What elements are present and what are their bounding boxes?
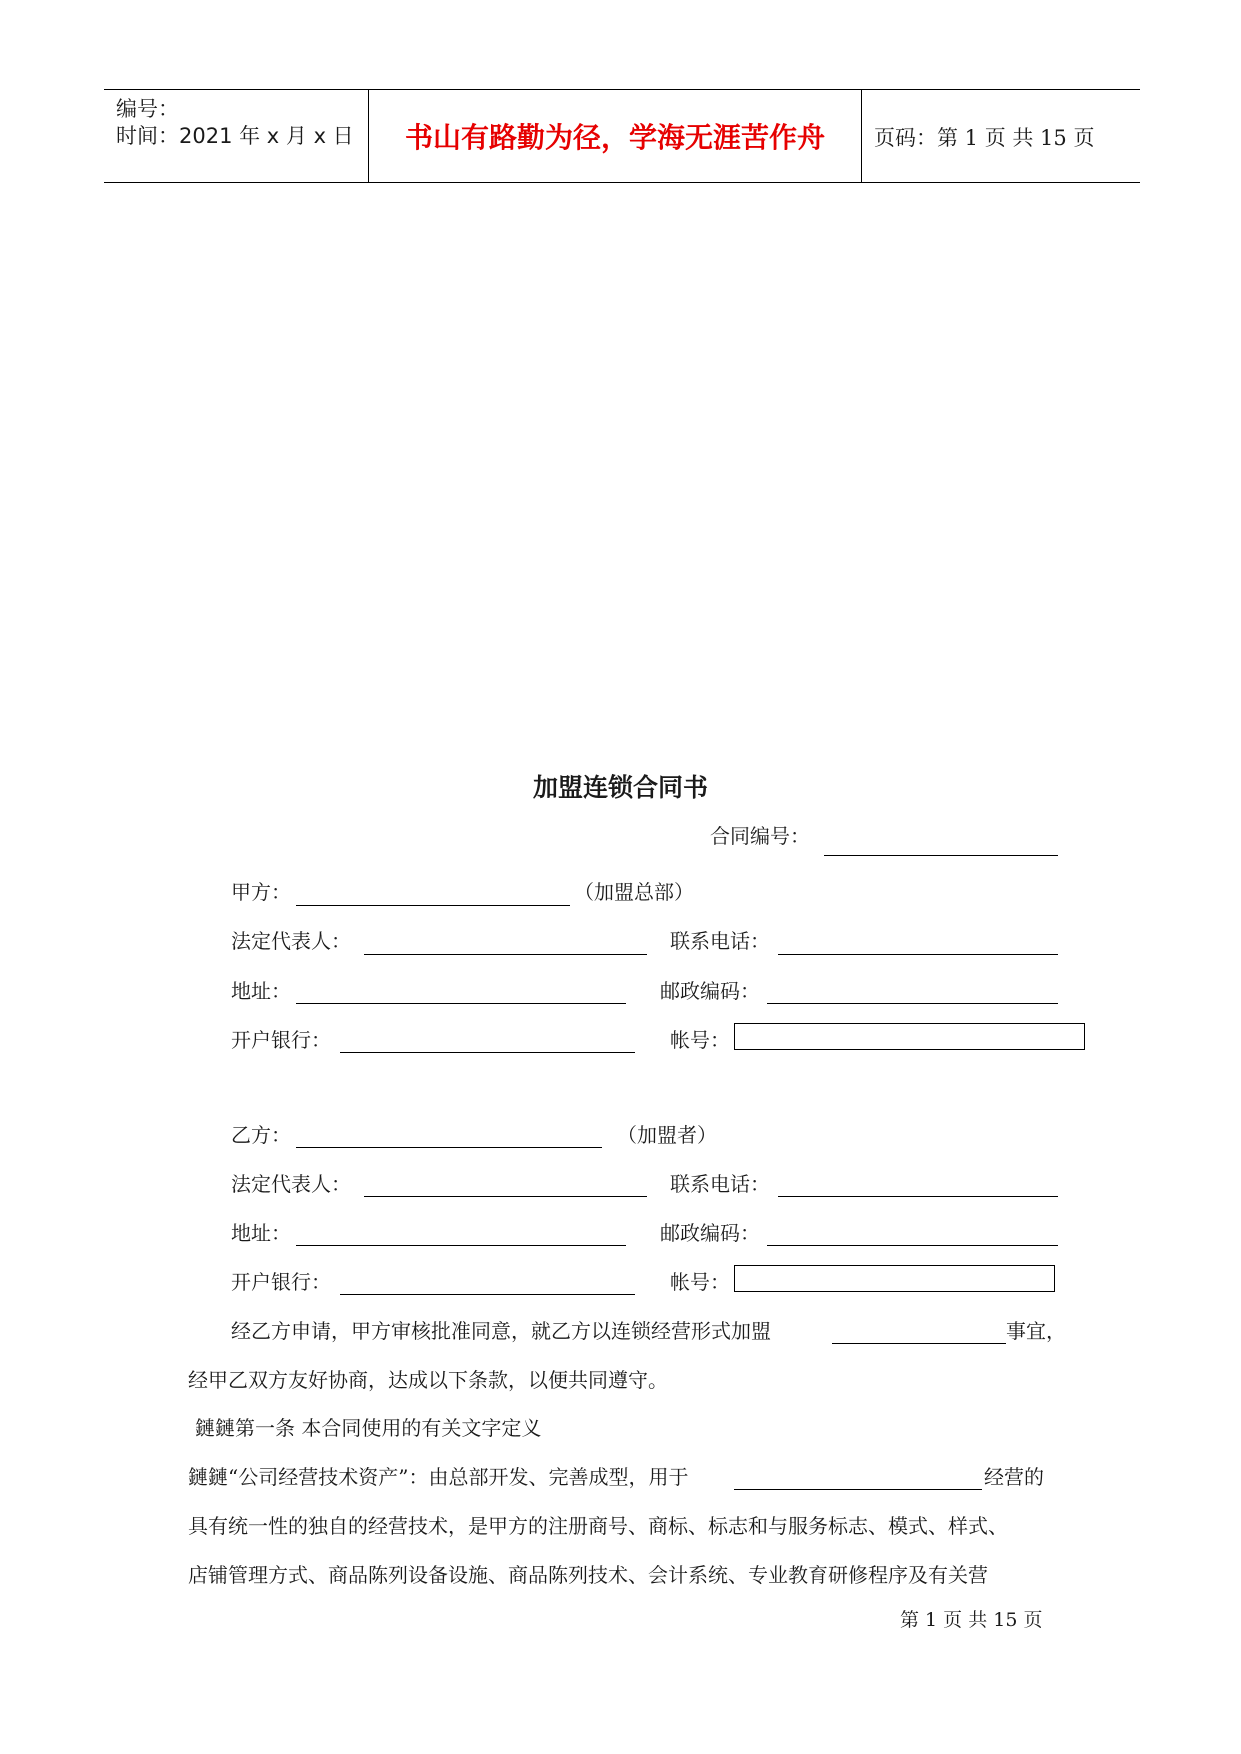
article-1-heading: 鏈鏈第一条 本合同使用的有关文字定义 [195, 1416, 542, 1440]
party-a-phone-field[interactable] [778, 932, 1058, 955]
party-a-postcode-field[interactable] [767, 981, 1058, 1004]
party-b-account-label: 帐号： [670, 1270, 730, 1294]
definition-part1: 鏈鏈“公司经营技术资产”：由总部开发、完善成型，用于 [188, 1465, 689, 1489]
party-a-rep-label: 法定代表人： [231, 929, 351, 953]
party-b-address-field[interactable] [296, 1223, 626, 1246]
party-a-bank-label: 开户银行： [231, 1028, 331, 1052]
party-b-account-field[interactable] [734, 1265, 1055, 1292]
definition-line2: 具有统一性的独自的经营技术，是甲方的注册商号、商标、标志和与服务标志、模式、样式、 [188, 1514, 1008, 1538]
page-footer: 第 1 页 共 15 页 [900, 1609, 1043, 1631]
party-b-bank-label: 开户银行： [231, 1270, 331, 1294]
party-a-name-field[interactable] [296, 883, 570, 906]
party-a-account-field[interactable] [734, 1023, 1085, 1050]
header-page-info: 页码：第 1 页 共 15 页 [874, 126, 1095, 150]
party-b-rep-label: 法定代表人： [231, 1172, 351, 1196]
doc-time-label: 时间：2021 年 x 月 x 日 [116, 124, 354, 148]
header-page-cell [862, 90, 1140, 182]
franchise-item-field[interactable] [832, 1321, 1006, 1344]
party-b-role: （加盟者） [617, 1123, 717, 1147]
party-a-phone-label: 联系电话： [670, 929, 770, 953]
definition-part2: 经营的 [984, 1465, 1044, 1489]
party-a-bank-field[interactable] [340, 1030, 635, 1053]
intro-part2: 事宜， [1006, 1319, 1066, 1343]
intro-line2: 经甲乙双方友好协商，达成以下条款，以便共同遵守。 [188, 1368, 668, 1392]
page-title: 加盟连锁合同书 [532, 773, 708, 802]
header-meta-cell [104, 90, 369, 182]
party-a-role: （加盟总部） [574, 880, 694, 904]
party-b-postcode-field[interactable] [767, 1223, 1058, 1246]
party-a-address-label: 地址： [231, 979, 291, 1003]
intro-part1: 经乙方申请，甲方审核批准同意，就乙方以连锁经营形式加盟 [231, 1319, 771, 1343]
contract-no-field[interactable] [824, 833, 1058, 856]
doc-number-label: 编号： [116, 97, 179, 121]
party-b-postcode-label: 邮政编码： [660, 1221, 760, 1245]
party-b-phone-field[interactable] [778, 1174, 1058, 1197]
document-header [104, 89, 1140, 183]
party-b-name-label: 乙方： [231, 1123, 291, 1147]
party-a-name-label: 甲方： [231, 880, 291, 904]
contract-no-label: 合同编号： [710, 824, 810, 848]
party-b-name-field[interactable] [296, 1125, 602, 1148]
party-b-rep-field[interactable] [364, 1174, 647, 1197]
definition-line3: 店铺管理方式、商品陈列设备设施、商品陈列技术、会计系统、专业教育研修程序及有关营 [188, 1563, 988, 1587]
business-scope-field[interactable] [734, 1467, 982, 1490]
party-b-bank-field[interactable] [340, 1272, 635, 1295]
party-b-address-label: 地址： [231, 1221, 291, 1245]
party-a-address-field[interactable] [296, 981, 626, 1004]
header-motto-cell [369, 90, 862, 182]
party-b-phone-label: 联系电话： [670, 1172, 770, 1196]
party-a-postcode-label: 邮政编码： [660, 979, 760, 1003]
party-a-rep-field[interactable] [364, 932, 647, 955]
header-motto: 书山有路勤为径，学海无涯苦作舟 [404, 121, 825, 154]
party-a-account-label: 帐号： [670, 1028, 730, 1052]
